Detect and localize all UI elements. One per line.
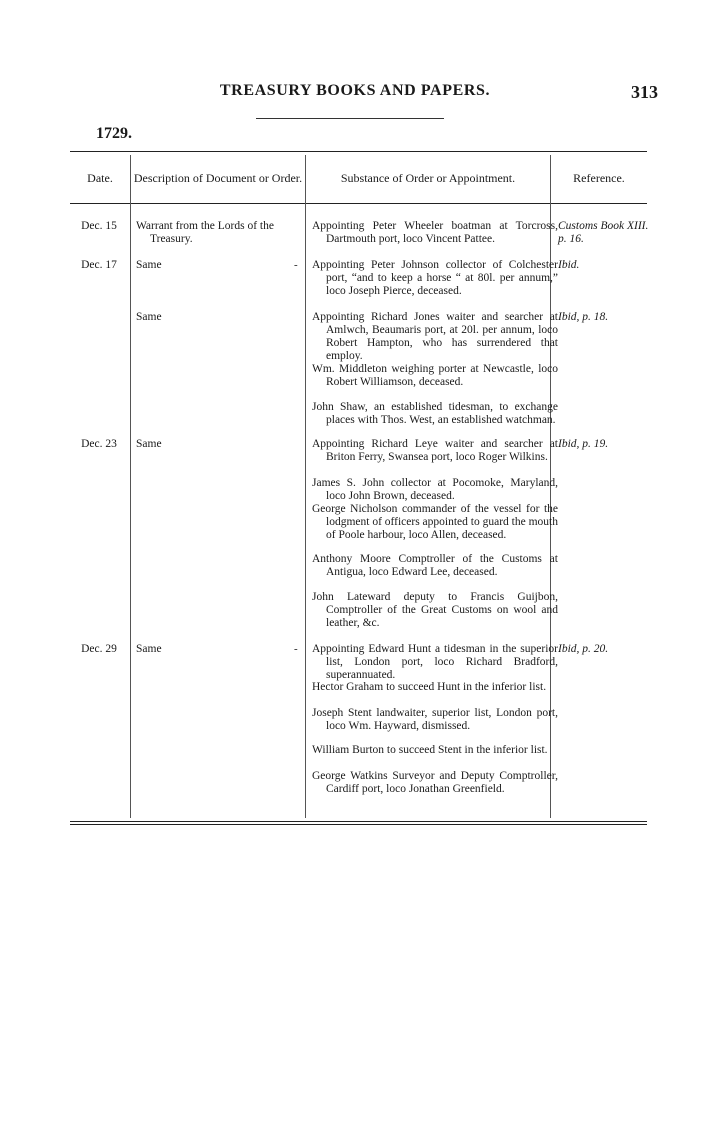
entry: Hector Graham to succeed Hunt in the inferior list. [312, 681, 547, 693]
entry: George Nicholson commander of the vessel for the lodgment of officers appointed to guard the mouth of Poole harbour, loco Allen, deceased. [312, 503, 558, 541]
row-reference: Ibid, p. 20. [558, 643, 609, 655]
entry: Appointing Peter Johnson collector of Colchester port, “and to keep a horse “ at 80l. per annum,” loco Joseph Pierce, deceased. [312, 259, 558, 297]
running-head [0, 82, 720, 106]
entry: Joseph Stent landwaiter, superior list, London port, loco Wm. Hayward, dismissed. [312, 707, 558, 732]
column-divider [305, 155, 306, 818]
running-title: TREASURY BOOKS AND PAPERS. [219, 82, 491, 99]
column-header-reference: Reference. [573, 170, 625, 185]
row-description: Same [136, 259, 162, 271]
row-date: Dec. 23 [81, 438, 117, 450]
entry: Wm. Middleton weighing porter at Newcastle, loco Robert Williamson, deceased. [312, 363, 558, 388]
row-date: Dec. 29 [81, 643, 117, 655]
entry: John Shaw, an established tidesman, to exchange places with Thos. West, an established watchman. [312, 401, 558, 426]
entry: Appointing Richard Jones waiter and searcher at Amlwch, Beaumaris port, at 20l. per annum, loco Robert Hampton, who has surrendered that employ. [312, 311, 558, 362]
row-dash: - [294, 643, 298, 655]
row-reference: Ibid, p. 18. [558, 311, 609, 323]
entry: John Lateward deputy to Francis Guijbon, Comptroller of the Great Customs on wool and leather, &c. [312, 591, 558, 629]
row-description: Warrant from the Lords of the Treasury. [136, 220, 274, 245]
entry: George Watkins Surveyor and Deputy Comptroller, Cardiff port, loco Jonathan Greenfield. [312, 770, 558, 795]
entry: Appointing Richard Leye waiter and searcher at Briton Ferry, Swansea port, loco Roger Wilkins. [312, 438, 558, 463]
row-reference: Ibid. [558, 259, 580, 271]
table-bottom-rule [70, 821, 647, 822]
table-bottom-rule [70, 824, 647, 825]
column-header-date: Date. [87, 170, 113, 185]
row-date: Dec. 17 [81, 259, 117, 271]
row-dash: - [294, 259, 298, 271]
row-reference: Ibid, p. 19. [558, 438, 609, 450]
header-rule [256, 118, 444, 119]
table-top-rule [70, 151, 647, 152]
entry: Anthony Moore Comptroller of the Customs at Antigua, loco Edward Lee, deceased. [312, 553, 558, 578]
row-reference: Customs Book XIII. p. 16. [558, 220, 649, 245]
table-header-rule [70, 203, 647, 204]
column-divider [130, 155, 131, 818]
column-header-description: Description of Document or Order. [133, 170, 303, 185]
entry: James S. John collector at Pocomoke, Maryland, loco John Brown, deceased. [312, 477, 558, 502]
row-description: Same [136, 643, 162, 655]
row-description: Same [136, 311, 162, 323]
year-heading: 1729. [96, 125, 132, 142]
row-date: Dec. 15 [81, 220, 117, 232]
entry: William Burton to succeed Stent in the inferior list. [312, 744, 548, 756]
entry: Appointing Peter Wheeler boatman at Torcross, Dartmouth port, loco Vincent Pattee. [312, 220, 558, 245]
row-description: Same [136, 438, 162, 450]
entry: Appointing Edward Hunt a tidesman in the superior list, London port, loco Richard Bradford, superannuated. [312, 643, 558, 681]
column-header-substance: Substance of Order or Appointment. [340, 170, 516, 185]
page-number: 313 [631, 82, 658, 102]
